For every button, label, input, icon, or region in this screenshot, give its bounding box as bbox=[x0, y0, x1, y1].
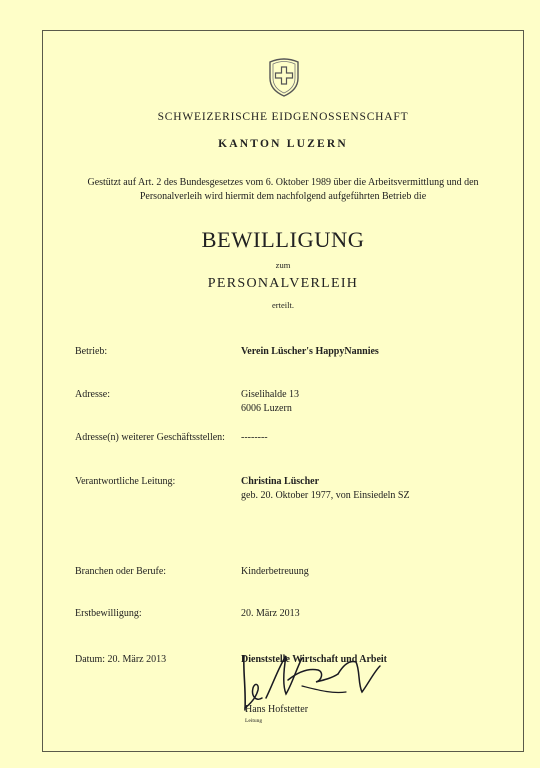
betrieb-value: Verein Lüscher's HappyNannies bbox=[241, 346, 379, 357]
intro-line-2: Personalverleih wird hiermit dem nachfolgend aufgeführten Betrieb die bbox=[139, 191, 427, 202]
adresse-line-2: 6006 Luzern bbox=[241, 403, 292, 414]
erstbewilligung-value: 20. März 2013 bbox=[241, 608, 300, 619]
datum: Datum: 20. März 2013 bbox=[75, 654, 167, 665]
signer-role: Leitung bbox=[245, 718, 263, 724]
weitere-value: -------- bbox=[241, 432, 268, 443]
leitung-detail: geb. 20. Oktober 1977, von Einsiedeln SZ bbox=[241, 490, 410, 501]
title-zum: zum bbox=[275, 260, 291, 270]
weitere-label: Adresse(n) weiterer Geschäftsstellen: bbox=[75, 432, 225, 443]
intro-text bbox=[42, 176, 524, 204]
leitung-name: Christina Lüscher bbox=[241, 476, 320, 487]
intro-line-1: Gestützt auf Art. 2 des Bundesgesetzes vom 6. Oktober 1989 über die Arbeitsvermittlung und den bbox=[87, 177, 479, 188]
erstbewilligung-label: Erstbewilligung: bbox=[75, 608, 142, 619]
betrieb-label: Betrieb: bbox=[75, 346, 108, 357]
confederation-heading: SCHWEIZERISCHE EIDGENOSSENSCHAFT bbox=[157, 111, 409, 123]
title-erteilt: erteilt. bbox=[272, 300, 294, 310]
branchen-label: Branchen oder Berufe: bbox=[75, 566, 167, 577]
title-subject: PERSONALVERLEIH bbox=[207, 276, 359, 291]
dienststelle: Dienststelle Wirtschaft und Arbeit bbox=[241, 654, 388, 665]
adresse-label: Adresse: bbox=[75, 389, 110, 400]
branchen-value: Kinderbetreuung bbox=[241, 566, 309, 577]
signer-name: Hans Hofstetter bbox=[245, 704, 309, 715]
leitung-label: Verantwortliche Leitung: bbox=[75, 476, 176, 487]
swiss-cross-shield-icon bbox=[266, 54, 302, 98]
handwritten-signature bbox=[228, 650, 428, 730]
document-title: BEWILLIGUNG bbox=[201, 227, 365, 252]
adresse-line-1: Giselihalde 13 bbox=[241, 389, 300, 400]
canton-heading: KANTON LUZERN bbox=[218, 138, 348, 150]
